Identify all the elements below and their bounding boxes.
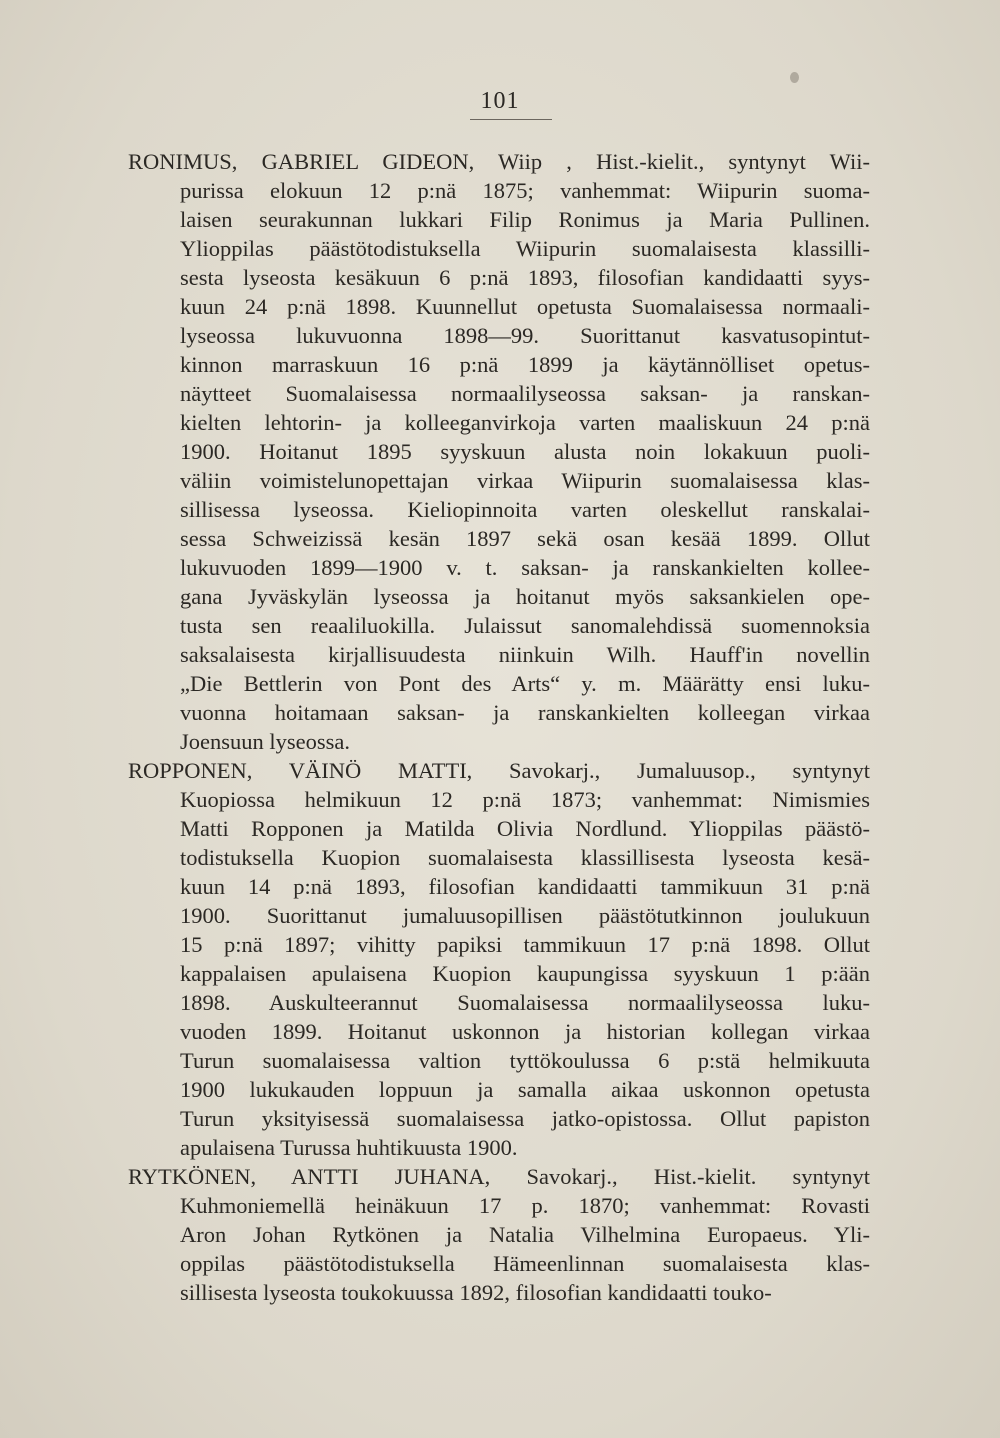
entry-text-line: kuun 24 p:nä 1898. Kuunnellut opetusta Suomalaisessa normaali-: [180, 294, 870, 319]
entry-text-line: kappalaisen apulaisena Kuopion kaupungissa syyskuun 1 p:ään: [180, 961, 870, 986]
biography-entries: [128, 147, 870, 1307]
entry-text-line: Kuopiossa helmikuun 12 p:nä 1873; vanhemmat: Nimismies: [180, 787, 870, 812]
entry-text-line: Turun yksityisessä suomalaisessa jatko-opistossa. Ollut papiston: [180, 1106, 870, 1131]
entry-text-line: kuun 14 p:nä 1893, filosofian kandidaatti tammikuun 31 p:nä: [180, 874, 870, 899]
page-number: 101: [480, 88, 520, 114]
entry-text-line: sillisessa lyseossa. Kieliopinnoita varten oleskellut ranskalai-: [180, 497, 870, 522]
biography-entry: [128, 147, 870, 756]
entry-text-line: vuoden 1899. Hoitanut uskonnon ja historian kollegan virkaa: [180, 1019, 870, 1044]
entry-text-line: laisen seurakunnan lukkari Filip Ronimus ja Maria Pullinen.: [180, 207, 870, 232]
entry-text-line: sesta lyseosta kesäkuun 6 p:nä 1893, filosofian kandidaatti syys-: [180, 265, 870, 290]
entry-text-line: vuonna hoitamaan saksan- ja ranskankielten kolleegan virkaa: [180, 700, 870, 725]
entry-text-line: Matti Ropponen ja Matilda Olivia Nordlund. Ylioppilas päästö-: [180, 816, 870, 841]
entry-text-line: purissa elokuun 12 p:nä 1875; vanhemmat: Wiipurin suoma-: [180, 178, 870, 203]
entry-text-line: kielten lehtorin- ja kolleeganvirkoja varten maaliskuun 24 p:nä: [180, 410, 870, 435]
entry-text-line: Kuhmoniemellä heinäkuun 17 p. 1870; vanhemmat: Rovasti: [180, 1193, 870, 1218]
entry-text-line: lukuvuoden 1899—1900 v. t. saksan- ja ranskankielten kollee-: [180, 555, 870, 580]
entry-text-line: 15 p:nä 1897; vihitty papiksi tammikuun 17 p:nä 1898. Ollut: [180, 932, 870, 957]
entry-text-line: apulaisena Turussa huhtikuusta 1900.: [180, 1135, 518, 1160]
entry-heading-line: RYTKÖNEN, ANTTI JUHANA, Savokarj., Hist.-kielit. syntynyt: [128, 1164, 870, 1189]
entry-heading-line: RONIMUS, GABRIEL GIDEON, Wiip , Hist.-kielit., syntynyt Wii-: [128, 149, 870, 174]
entry-text-line: 1900. Suorittanut jumaluusopillisen päästötutkinnon joulukuun: [180, 903, 870, 928]
entry-text-line: lyseossa lukuvuonna 1898—99. Suorittanut kasvatusopintut-: [180, 323, 870, 348]
entry-text-line: Turun suomalaisessa valtion tyttökoulussa 6 p:stä helmikuuta: [180, 1048, 870, 1073]
entry-text-line: 1900. Hoitanut 1895 syyskuun alusta noin lokakuun puoli-: [180, 439, 870, 464]
entry-text-line: kinnon marraskuun 16 p:nä 1899 ja käytännölliset opetus-: [180, 352, 870, 377]
entry-text-line: oppilas päästötodistuksella Hämeenlinnan suomalaisesta klas-: [180, 1251, 870, 1276]
biography-entry: [128, 756, 870, 1162]
entry-text-line: „Die Bettlerin von Pont des Arts“ y. m. Määrätty ensi luku-: [180, 671, 870, 696]
entry-text-line: sessa Schweizissä kesän 1897 sekä osan kesää 1899. Ollut: [180, 526, 870, 551]
entry-heading-line: ROPPONEN, VÄINÖ MATTI, Savokarj., Jumaluusop., syntynyt: [128, 758, 870, 783]
entry-text-line: 1900 lukukauden loppuun ja samalla aikaa uskonnon opetusta: [180, 1077, 870, 1102]
entry-text-line: saksalaisesta kirjallisuudesta niinkuin Wilh. Hauff'in novellin: [180, 642, 870, 667]
entry-text-line: Aron Johan Rytkönen ja Natalia Vilhelmina Europaeus. Yli-: [180, 1222, 870, 1247]
entry-text-line: Ylioppilas päästötodistuksella Wiipurin suomalaisesta klassilli-: [180, 236, 870, 261]
entry-text-line: 1898. Auskulteerannut Suomalaisessa normaalilyseossa luku-: [180, 990, 870, 1015]
entry-text-line: sillisesta lyseosta toukokuussa 1892, filosofian kandidaatti touko-: [180, 1280, 772, 1305]
entry-text-line: väliin voimistelunopettajan virkaa Wiipurin suomalaisessa klas-: [180, 468, 870, 493]
entry-text-line: todistuksella Kuopion suomalaisesta klassillisesta lyseosta kesä-: [180, 845, 870, 870]
entry-text-line: Joensuun lyseossa.: [180, 729, 350, 754]
entry-text-line: näytteet Suomalaisessa normaalilyseossa saksan- ja ranskan-: [180, 381, 870, 406]
ink-spot: [790, 72, 799, 83]
entry-text-line: tusta sen reaaliluokilla. Julaissut sanomalehdissä suomennoksia: [180, 613, 870, 638]
page-number-rule: [470, 119, 552, 120]
entry-text-line: gana Jyväskylän lyseossa ja hoitanut myös saksankielen ope-: [180, 584, 870, 609]
biography-entry: [128, 1162, 870, 1307]
